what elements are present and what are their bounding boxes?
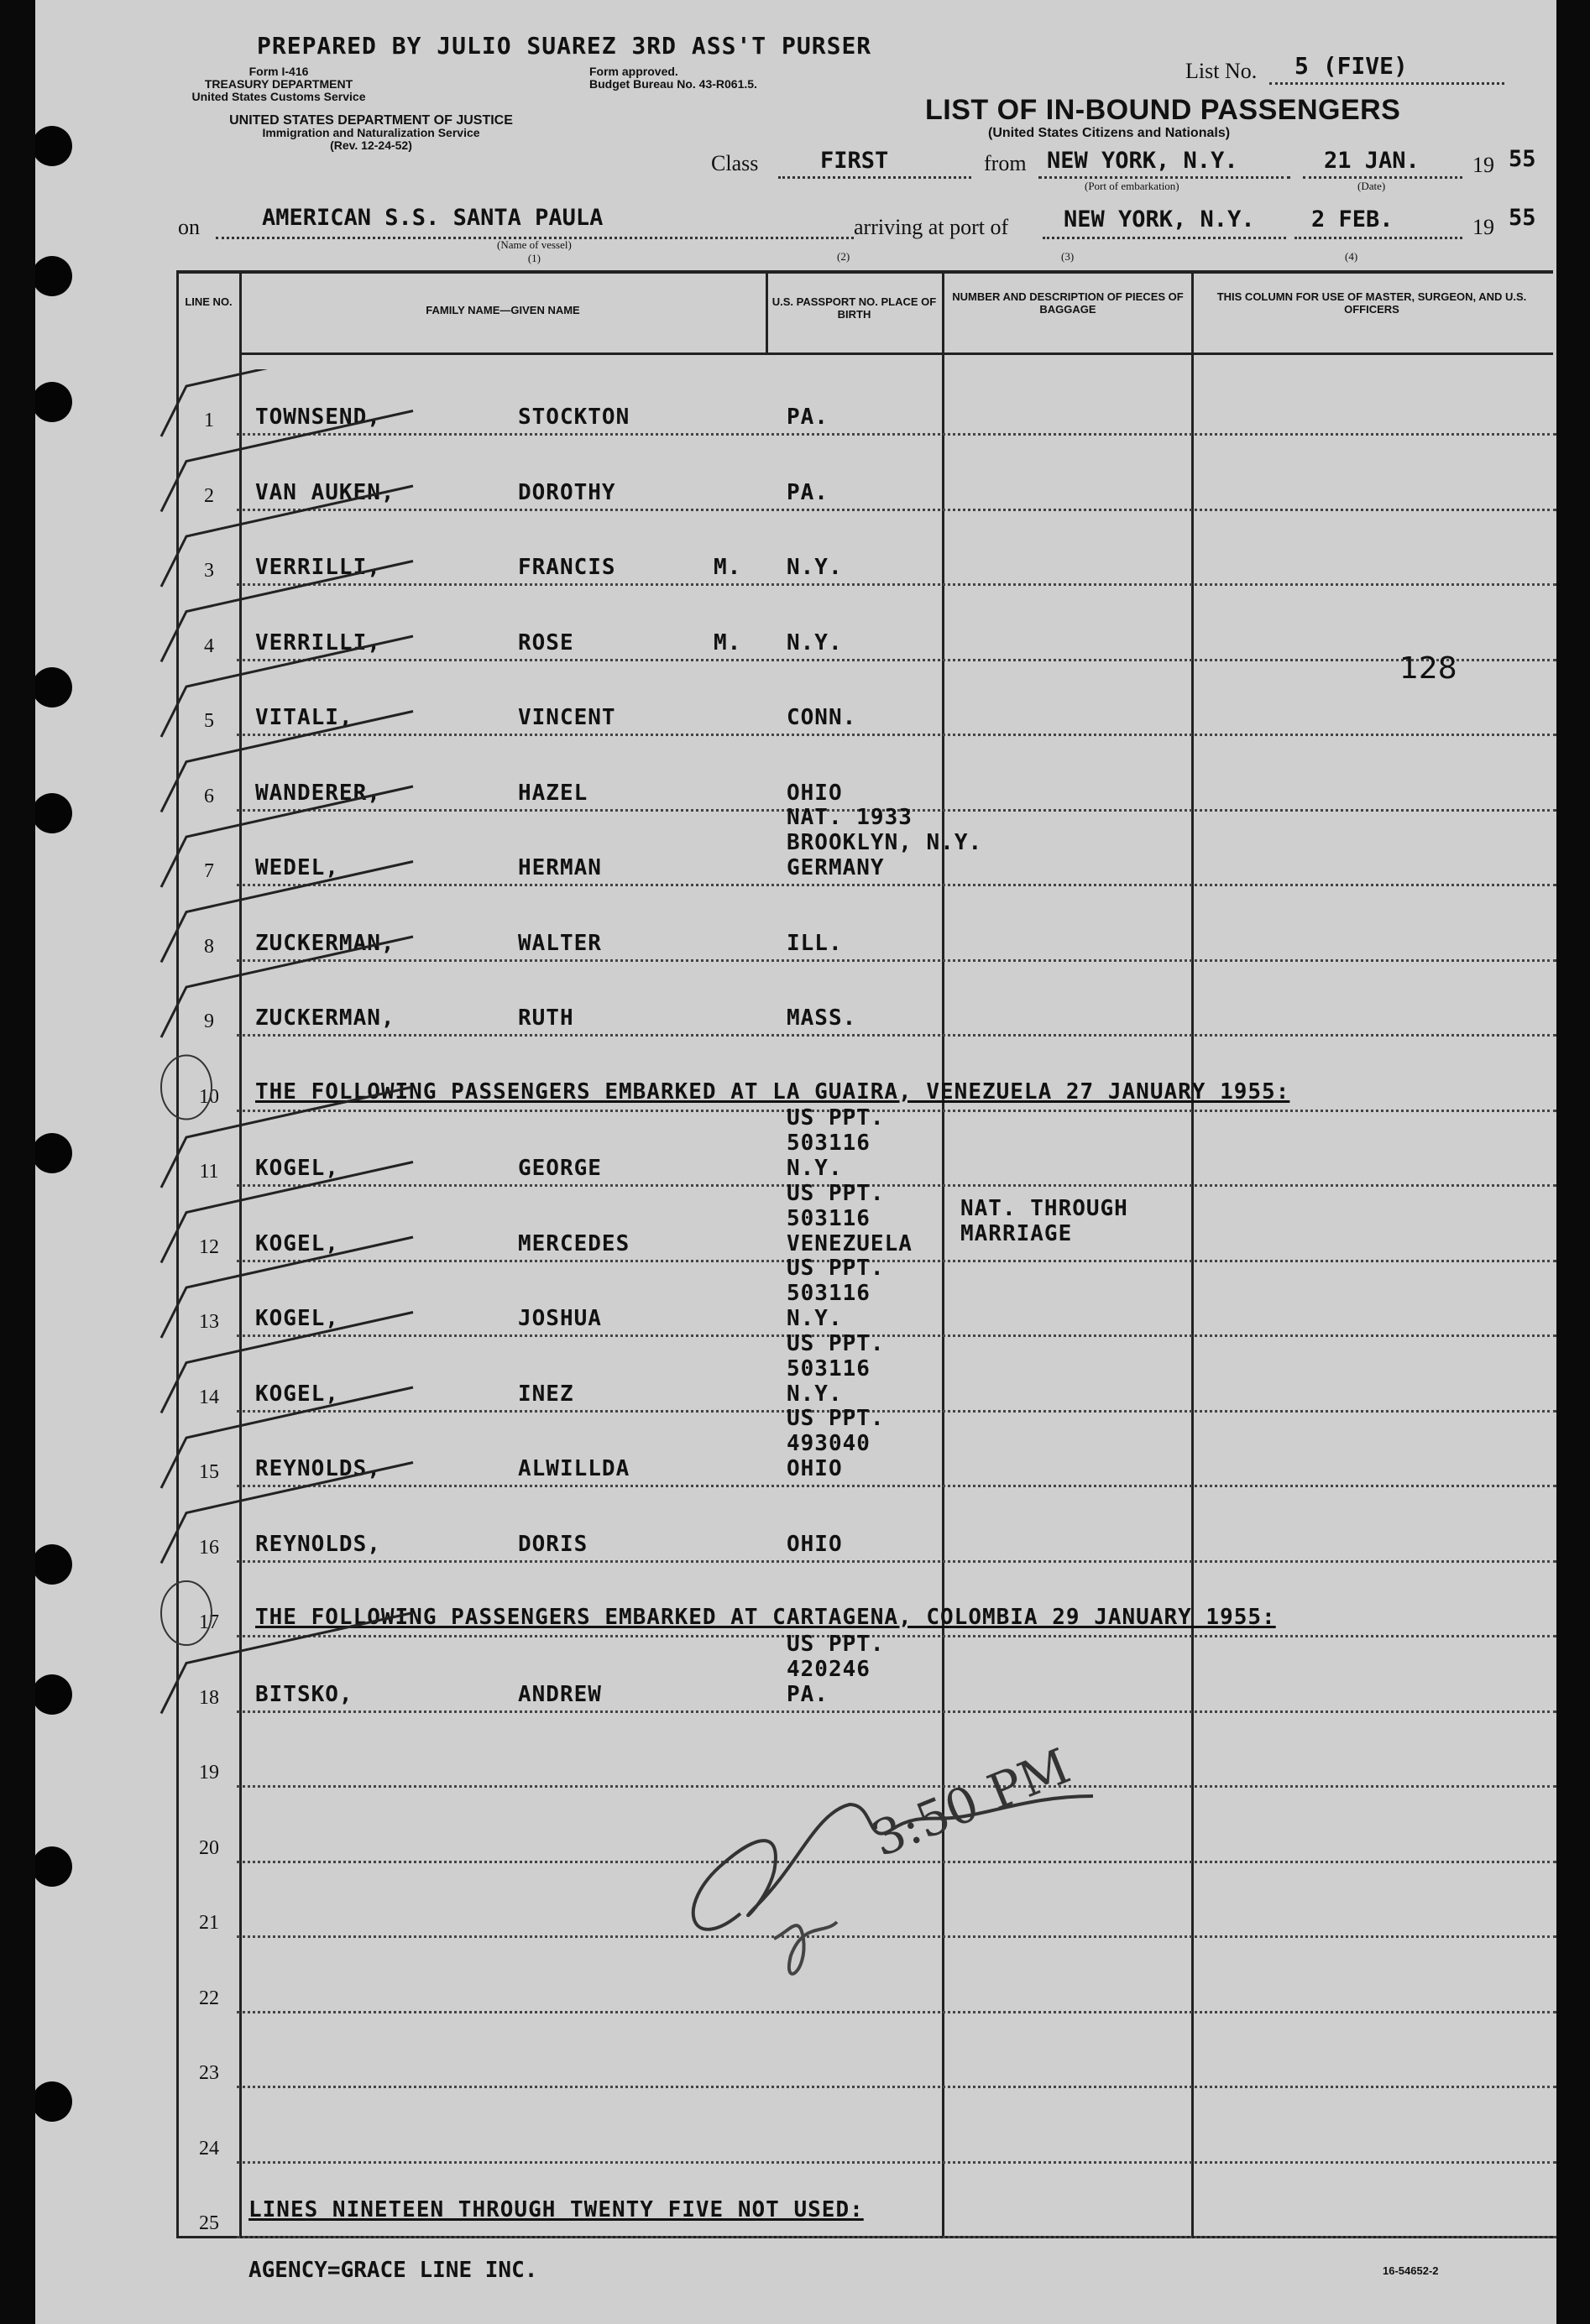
line-number: 13 xyxy=(199,1311,219,1333)
binder-hole xyxy=(35,2081,72,2122)
list-no-dotline xyxy=(1269,82,1504,85)
arrival-port: NEW YORK, N.Y. xyxy=(1064,206,1255,232)
given-name: FRANCIS xyxy=(518,555,616,580)
from-dotline xyxy=(1038,176,1290,179)
binder-hole xyxy=(35,1544,72,1585)
row-dotline xyxy=(237,2161,1556,2164)
passport-birthplace: NAT. 1933 BROOKLYN, N.Y. GERMANY xyxy=(787,805,983,880)
family-name: BITSKO, xyxy=(255,1681,353,1707)
family-name: VERRILLI, xyxy=(255,629,381,655)
family-name: ZUCKERMAN, xyxy=(255,930,395,956)
line-number: 23 xyxy=(199,2062,219,2084)
passport-birthplace: OHIO xyxy=(787,1531,843,1557)
family-name: VITALI, xyxy=(255,705,353,730)
doj-block xyxy=(170,114,573,152)
year-arrival: 55 xyxy=(1509,205,1536,231)
given-name: ANDREW xyxy=(518,1681,602,1707)
passport-birthplace: US PPT. 503116 VENEZUELA xyxy=(787,1180,913,1256)
given-name: DORIS xyxy=(518,1531,588,1557)
line-number: 5 xyxy=(204,710,214,732)
given-name: STOCKTON xyxy=(518,405,630,430)
vessel-caption-text: (Name of vessel) xyxy=(497,238,572,251)
prepared-by: PREPARED BY JULIO SUAREZ 3RD ASS'T PURSER xyxy=(257,32,872,60)
from-value: NEW YORK, N.Y. xyxy=(1047,148,1238,174)
row-dotline xyxy=(237,2086,1556,2088)
col-officers: THIS COLUMN FOR USE OF MASTER, SURGEON, AND U.S. OFFICERS xyxy=(1216,290,1527,316)
arrival-port-dotline xyxy=(1043,237,1286,239)
line-number: 20 xyxy=(199,1836,219,1859)
given-name: ALWILLDA xyxy=(518,1456,630,1481)
passport-birthplace: ILL. xyxy=(787,930,843,956)
line-number: 14 xyxy=(199,1386,219,1408)
arrival-date-dotline xyxy=(1294,237,1462,239)
family-name: TOWNSEND, xyxy=(255,405,381,430)
binder-hole xyxy=(35,256,72,296)
class-value: FIRST xyxy=(820,148,889,174)
given-name: MERCEDES xyxy=(518,1230,630,1256)
passport-birthplace: CONN. xyxy=(787,705,857,730)
binder-hole xyxy=(35,667,72,708)
line-number: 22 xyxy=(199,1987,219,2009)
inspector-signature xyxy=(656,1737,1202,2014)
line-number: 15 xyxy=(199,1461,219,1483)
col-passport: U.S. PASSPORT NO. PLACE OF BIRTH xyxy=(771,295,937,321)
vessel-caption-num: (1) xyxy=(527,252,541,264)
line-number: 16 xyxy=(199,1536,219,1559)
given-name: GEORGE xyxy=(518,1156,602,1181)
line-number: 1 xyxy=(204,410,214,431)
line-number: 2 xyxy=(204,484,214,507)
line-number: 21 xyxy=(199,1912,219,1934)
passport-birthplace: PA. xyxy=(787,479,829,505)
passport-birthplace: US PPT. 420246 PA. xyxy=(787,1631,885,1707)
manifest-page xyxy=(35,0,1556,2324)
ins-title: Immigration and Naturalization Service xyxy=(262,126,480,139)
revision: (Rev. 12-24-52) xyxy=(330,138,412,152)
from-label: from xyxy=(984,151,1027,175)
passport-birthplace: PA. xyxy=(787,405,829,430)
list-no-label: List No. xyxy=(1185,59,1258,83)
binder-hole xyxy=(35,793,72,833)
embarkation-note: THE FOLLOWING PASSENGERS EMBARKED AT LA GUAIRA, VENEZUELA 27 JANUARY 1955: xyxy=(255,1078,1290,1105)
class-dotline xyxy=(778,176,971,179)
embark-date-dotline xyxy=(1303,176,1462,179)
marital-mark: M. xyxy=(714,629,742,655)
line-number: 6 xyxy=(204,785,214,807)
form-approved: Form approved. xyxy=(589,65,678,78)
binder-hole xyxy=(35,1846,72,1887)
line-number: 18 xyxy=(199,1686,219,1709)
tally-check-marks xyxy=(153,369,455,1746)
arriving-label: arriving at port of xyxy=(854,215,1009,239)
arrival-date: 2 FEB. xyxy=(1311,206,1394,232)
passport-birthplace: US PPT. 493040 OHIO xyxy=(787,1406,885,1481)
passport-birthplace: US PPT. 503116 N.Y. xyxy=(787,1330,885,1407)
passport-birthplace: N.Y. xyxy=(787,555,843,580)
col-line-no: LINE NO. xyxy=(185,295,233,308)
treasury-department: TREASURY DEPARTMENT xyxy=(204,77,353,91)
passport-birthplace: N.Y. xyxy=(787,629,843,655)
line-number: 24 xyxy=(199,2137,219,2159)
col-name: FAMILY NAME—GIVEN NAME xyxy=(426,304,580,316)
family-name: KOGEL, xyxy=(255,1381,339,1407)
line-number: 19 xyxy=(199,1762,219,1783)
passport-birthplace: MASS. xyxy=(787,1005,857,1031)
marital-mark: M. xyxy=(714,555,742,580)
family-name: REYNOLDS, xyxy=(255,1531,381,1557)
embark-date: 21 JAN. xyxy=(1324,148,1420,174)
family-name: ZUCKERMAN, xyxy=(255,1005,395,1031)
family-name: WANDERER, xyxy=(255,780,381,806)
form-subtitle: (United States Citizens and Nationals) xyxy=(988,126,1231,140)
baggage-note: NAT. THROUGH MARRIAGE xyxy=(960,1195,1128,1246)
given-name: DOROTHY xyxy=(518,479,616,505)
given-name: ROSE xyxy=(518,629,574,655)
treasury-block xyxy=(170,65,388,103)
given-name: RUTH xyxy=(518,1005,574,1031)
closing-note: LINES NINETEEN THROUGH TWENTY FIVE NOT USED: xyxy=(248,2197,864,2222)
line-number: 8 xyxy=(204,935,214,958)
family-name: VAN AUKEN, xyxy=(255,479,395,505)
line-number: 9 xyxy=(204,1011,214,1032)
passport-birthplace: US PPT. 503116 N.Y. xyxy=(787,1105,885,1181)
col-baggage: NUMBER AND DESCRIPTION OF PIECES OF BAGGAGE xyxy=(952,290,1184,316)
caption-2: (2) xyxy=(837,250,850,263)
agency: AGENCY=GRACE LINE INC. xyxy=(248,2258,538,2283)
family-name: REYNOLDS, xyxy=(255,1456,381,1481)
binder-hole xyxy=(35,382,72,422)
given-name: INEZ xyxy=(518,1381,574,1407)
doj-title: UNITED STATES DEPARTMENT OF JUSTICE xyxy=(229,113,513,128)
line-number: 11 xyxy=(199,1161,219,1183)
vessel-name: AMERICAN S.S. SANTA PAULA xyxy=(262,205,604,231)
on-label: on xyxy=(178,215,200,239)
binder-hole xyxy=(35,126,72,166)
given-name: HERMAN xyxy=(518,855,602,880)
form-number: Form I-416 xyxy=(248,65,309,78)
given-name: WALTER xyxy=(518,930,602,956)
year-prefix-2: 19 xyxy=(1472,215,1494,239)
row-dotline xyxy=(237,2236,1556,2238)
vessel-caption xyxy=(497,238,572,265)
customs-service: United States Customs Service xyxy=(191,90,366,103)
family-name: VERRILLI, xyxy=(255,555,381,580)
approval-block xyxy=(589,65,808,91)
year-embark: 55 xyxy=(1509,146,1536,172)
given-name: HAZEL xyxy=(518,780,588,806)
embarkation-note: THE FOLLOWING PASSENGERS EMBARKED AT CARTAGENA, COLOMBIA 29 JANUARY 1955: xyxy=(255,1605,1276,1630)
table-top-border xyxy=(176,270,1553,274)
line-number: 7 xyxy=(204,860,214,882)
year-prefix: 19 xyxy=(1472,153,1494,177)
line-number: 25 xyxy=(199,2212,219,2234)
form-code: 16-54652-2 xyxy=(1383,2264,1439,2277)
passport-birthplace: US PPT. 503116 N.Y. xyxy=(787,1256,885,1331)
passport-birthplace: OHIO xyxy=(787,780,843,806)
date-caption: (Date) xyxy=(1357,180,1386,192)
family-name: KOGEL, xyxy=(255,1230,339,1256)
class-label: Class xyxy=(711,151,759,175)
given-name: VINCENT xyxy=(518,705,616,730)
caption-3: (3) xyxy=(1061,250,1075,263)
family-name: WEDEL, xyxy=(255,855,339,880)
caption-4: (4) xyxy=(1345,250,1358,263)
list-no-value: 5 (FIVE) xyxy=(1294,52,1408,80)
line-number: 3 xyxy=(204,560,214,582)
line-number: 4 xyxy=(204,635,214,657)
line-number: 17 xyxy=(199,1611,219,1633)
budget-bureau: Budget Bureau No. 43-R061.5. xyxy=(589,77,757,91)
line-number: 12 xyxy=(199,1235,219,1258)
handwritten-time: 3:50 PM xyxy=(864,1736,1078,1868)
family-name: KOGEL, xyxy=(255,1306,339,1331)
port-embark-caption: (Port of embarkation) xyxy=(1085,180,1179,192)
header-bottom-border xyxy=(239,353,1553,355)
given-name: JOSHUA xyxy=(518,1306,602,1331)
family-name: KOGEL, xyxy=(255,1156,339,1181)
officer-number: 128 xyxy=(1399,651,1457,686)
binder-hole xyxy=(35,1674,72,1715)
line-number: 10 xyxy=(199,1085,219,1108)
binder-hole xyxy=(35,1133,72,1173)
form-title: LIST OF IN-BOUND PASSENGERS xyxy=(925,94,1401,126)
